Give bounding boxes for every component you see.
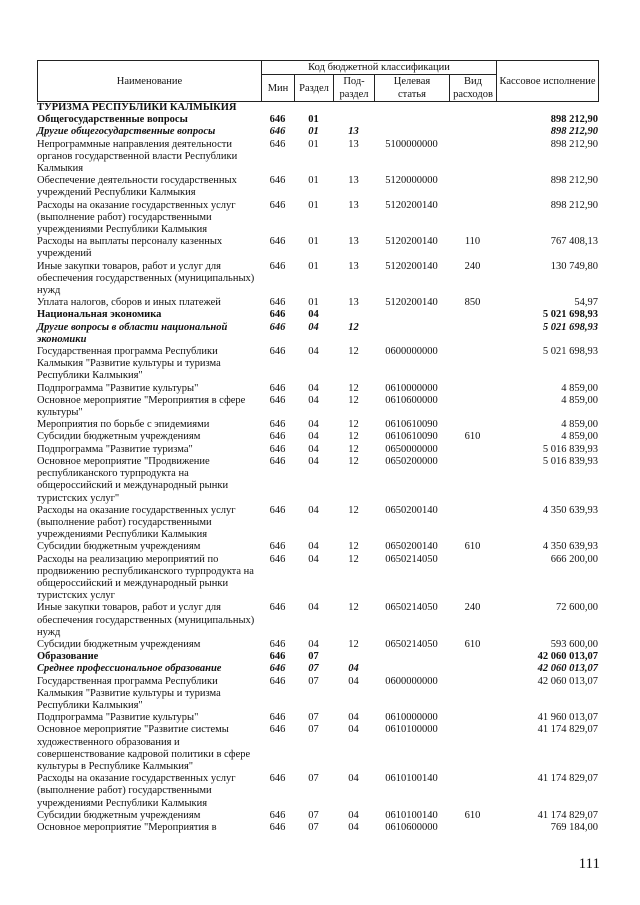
header-razdel: Раздел — [295, 75, 334, 102]
row-exp-type — [449, 139, 496, 176]
row-razdel: 04 — [308, 553, 319, 565]
table-row — [37, 419, 598, 431]
table-row — [37, 505, 598, 542]
row-podrazdel: 13 — [348, 297, 359, 309]
row-razdel: 04 — [308, 638, 319, 650]
row-name: Расходы на оказание государственных услуг (выполнение работ) государственными учреждениями Республики Калмыкия — [37, 199, 236, 236]
table-row — [37, 651, 598, 663]
row-target: 0650000000 — [385, 443, 438, 455]
row-podrazdel: 12 — [348, 382, 359, 394]
row-razdel — [294, 102, 333, 114]
row-min: 646 — [269, 663, 286, 675]
row-target — [374, 663, 449, 675]
row-target: 0610100140 — [385, 773, 438, 785]
row-min: 646 — [269, 675, 286, 687]
row-amount: 769 184,00 — [550, 821, 598, 833]
row-razdel: 04 — [308, 443, 319, 455]
row-amount: 41 174 829,07 — [537, 809, 598, 821]
table-row — [37, 663, 598, 675]
row-target — [374, 322, 449, 346]
row-name: Другие вопросы в области национальной экономики — [37, 321, 228, 345]
table-row — [37, 261, 598, 298]
row-exp-type: 850 — [464, 297, 481, 309]
row-min: 646 — [269, 651, 286, 663]
row-min: 646 — [269, 346, 286, 358]
row-name: Основное мероприятие "Продвижение республиканского турпродукта на общероссийский и международный рынки туристских услуг" — [37, 455, 229, 504]
row-amount: 898 212,90 — [550, 199, 598, 211]
row-amount: 898 212,90 — [550, 126, 598, 138]
row-amount: 5 021 698,93 — [542, 309, 598, 321]
row-podrazdel: 13 — [348, 260, 359, 272]
table-row — [37, 139, 598, 176]
row-amount: 4 350 639,93 — [542, 541, 598, 553]
row-target: 0610000000 — [385, 712, 438, 724]
row-amount: 41 174 829,07 — [537, 724, 598, 736]
row-target — [374, 126, 449, 138]
row-exp-type — [449, 383, 496, 395]
row-razdel: 04 — [308, 382, 319, 394]
table-row — [37, 102, 598, 114]
row-podrazdel — [333, 309, 374, 321]
row-name: Другие общегосударственные вопросы — [37, 126, 216, 138]
row-razdel: 07 — [308, 651, 319, 663]
row-name: Основное мероприятие "Мероприятия в — [37, 821, 217, 833]
row-amount: 898 212,90 — [550, 138, 598, 150]
row-min: 646 — [269, 431, 286, 443]
table-row — [37, 602, 598, 639]
row-exp-type — [449, 346, 496, 383]
header-execution: Кассовое исполнение — [497, 61, 599, 102]
header-podrazdel: Под- раздел — [334, 75, 375, 102]
row-podrazdel: 13 — [348, 236, 359, 248]
row-exp-type: 610 — [464, 809, 481, 821]
row-name: ТУРИЗМА РЕСПУБЛИКИ КАЛМЫКИЯ — [37, 102, 237, 113]
table-row — [37, 554, 598, 603]
row-name: Иные закупки товаров, работ и услуг для обеспечения государственных (муниципальных) нужд — [37, 260, 255, 297]
row-podrazdel — [333, 102, 374, 114]
row-razdel: 04 — [308, 394, 319, 406]
row-target: 0610000000 — [385, 382, 438, 394]
row-exp-type — [449, 554, 496, 603]
row-target: 5120200140 — [385, 236, 438, 248]
row-exp-type — [449, 456, 496, 505]
table-row — [37, 126, 598, 138]
row-min: 646 — [269, 321, 286, 333]
row-amount: 5 016 839,93 — [542, 443, 598, 455]
row-amount: 130 749,80 — [550, 260, 598, 272]
row-min: 646 — [269, 638, 286, 650]
row-exp-type — [449, 773, 496, 810]
header-classification: Код бюджетной классификации — [262, 61, 497, 75]
table-row — [37, 200, 598, 237]
row-name: Расходы на выплаты персоналу казенных учреждений — [37, 236, 223, 260]
row-target — [374, 102, 449, 114]
row-name: Подпрограмма "Развитие туризма" — [37, 443, 193, 455]
row-name: Непрограммные направления деятельности органов государственной власти Республики Калмыкия — [37, 138, 238, 175]
row-name: Расходы на реализацию мероприятий по продвижению республиканского турпродукта на общероссийский и международный рынки туристских услуг — [37, 553, 254, 602]
table-row — [37, 395, 598, 419]
row-exp-type — [449, 676, 496, 713]
row-exp-type: 240 — [464, 602, 481, 614]
row-exp-type — [449, 175, 496, 199]
row-min: 646 — [269, 773, 286, 785]
row-exp-type — [449, 419, 496, 431]
row-razdel: 01 — [308, 126, 319, 138]
row-razdel: 07 — [308, 712, 319, 724]
table-header — [37, 60, 599, 102]
table-row — [37, 676, 598, 713]
row-name: Основное мероприятие "Развитие системы художественного образования и совершенствование кадровой политики в сфере культуры в Республике Калмыкия" — [37, 724, 251, 772]
row-amount: 42 060 013,07 — [537, 663, 598, 675]
row-razdel: 04 — [308, 321, 319, 333]
table-row — [37, 175, 598, 199]
header-name: Наименование — [38, 61, 262, 102]
row-min — [261, 102, 294, 114]
row-name: Среднее профессиональное образование — [37, 663, 222, 675]
table-row — [37, 810, 598, 822]
row-name: Обеспечение деятельности государственных учреждений Республики Калмыкия — [37, 175, 237, 199]
row-podrazdel: 04 — [348, 821, 359, 833]
row-min: 646 — [269, 602, 286, 614]
row-razdel: 01 — [308, 260, 319, 272]
row-target: 0650214050 — [385, 553, 438, 565]
row-exp-type: 610 — [464, 431, 481, 443]
row-amount: 72 600,00 — [556, 602, 598, 614]
row-razdel: 04 — [308, 541, 319, 553]
row-target — [374, 651, 449, 663]
table-row — [37, 346, 598, 383]
row-amount: 4 859,00 — [561, 382, 598, 394]
row-min: 646 — [269, 382, 286, 394]
row-target — [374, 114, 449, 126]
table-row — [37, 724, 598, 773]
row-podrazdel: 13 — [348, 138, 359, 150]
row-amount: 898 212,90 — [550, 175, 598, 187]
row-name: Основное мероприятие "Мероприятия в сфере культуры" — [37, 394, 246, 419]
row-target: 5120200140 — [385, 260, 438, 272]
row-podrazdel: 12 — [348, 419, 359, 431]
row-amount: 42 060 013,07 — [537, 675, 598, 687]
header-exp-type: Вид расходов — [450, 75, 497, 102]
row-min: 646 — [269, 394, 286, 406]
row-target: 5100000000 — [385, 138, 438, 150]
row-target: 5120200140 — [385, 297, 438, 309]
row-name: Общегосударственные вопросы — [37, 114, 188, 126]
row-podrazdel: 04 — [348, 675, 359, 687]
row-podrazdel: 12 — [348, 346, 359, 358]
row-name: Субсидии бюджетным учреждениям — [37, 541, 201, 553]
table-row — [37, 236, 598, 260]
row-amount: 4 859,00 — [561, 431, 598, 443]
row-razdel: 04 — [308, 504, 319, 516]
row-min: 646 — [269, 236, 286, 248]
row-name: Субсидии бюджетным учреждениям — [37, 809, 201, 821]
row-name: Расходы на оказание государственных услуг (выполнение работ) государственными учреждениями Республики Калмыкия — [37, 504, 236, 541]
row-razdel: 04 — [308, 346, 319, 358]
row-min: 646 — [269, 443, 286, 455]
row-min: 646 — [269, 821, 286, 833]
row-exp-type — [449, 395, 496, 419]
table-row — [37, 309, 598, 321]
row-name: Мероприятия по борьбе с эпидемиями — [37, 419, 210, 431]
row-exp-type — [449, 322, 496, 346]
row-podrazdel — [333, 651, 374, 663]
row-podrazdel: 13 — [348, 126, 359, 138]
row-podrazdel: 13 — [348, 199, 359, 211]
row-razdel: 01 — [308, 138, 319, 150]
row-podrazdel: 12 — [348, 553, 359, 565]
table-row — [37, 456, 598, 505]
row-podrazdel: 12 — [348, 431, 359, 443]
row-min: 646 — [269, 809, 286, 821]
row-amount: 5 021 698,93 — [542, 346, 598, 358]
row-target: 0600000000 — [385, 346, 438, 358]
row-amount: 593 600,00 — [550, 638, 598, 650]
row-amount: 4 350 639,93 — [542, 504, 598, 516]
row-amount: 4 859,00 — [561, 419, 598, 431]
row-amount: 54,97 — [574, 297, 598, 309]
row-exp-type — [449, 126, 496, 138]
row-target: 0650200140 — [385, 541, 438, 553]
table-row — [37, 541, 598, 553]
row-name: Субсидии бюджетным учреждениям — [37, 638, 201, 650]
row-exp-type — [449, 663, 496, 675]
row-podrazdel: 12 — [348, 541, 359, 553]
row-razdel: 07 — [308, 773, 319, 785]
row-target: 0610610090 — [385, 431, 438, 443]
row-amount: 41 960 013,07 — [537, 712, 598, 724]
table-row — [37, 431, 598, 443]
row-podrazdel: 13 — [348, 175, 359, 187]
row-razdel: 07 — [308, 821, 319, 833]
row-podrazdel: 04 — [348, 712, 359, 724]
table-row — [37, 773, 598, 810]
table-row — [37, 444, 598, 456]
row-exp-type — [449, 200, 496, 237]
row-target: 0650200000 — [385, 455, 438, 467]
table-row — [37, 822, 598, 834]
row-podrazdel: 04 — [348, 724, 359, 736]
row-razdel: 01 — [308, 175, 319, 187]
row-razdel: 01 — [308, 199, 319, 211]
row-podrazdel: 04 — [348, 773, 359, 785]
row-target: 0610600000 — [385, 821, 438, 833]
row-name: Расходы на оказание государственных услуг (выполнение работ) государственными учреждениями Республики Калмыкия — [37, 773, 236, 809]
row-target: 0610100140 — [385, 809, 438, 821]
row-podrazdel: 12 — [348, 321, 359, 333]
row-podrazdel: 12 — [348, 455, 359, 467]
row-razdel: 07 — [308, 675, 319, 687]
row-name: Иные закупки товаров, работ и услуг для обеспечения государственных (муниципальных) нужд — [37, 602, 255, 638]
row-exp-type — [449, 102, 496, 114]
row-amount: 898 212,90 — [550, 114, 598, 126]
row-amount: 42 060 013,07 — [537, 651, 598, 663]
row-podrazdel: 12 — [348, 638, 359, 650]
row-min: 646 — [269, 419, 286, 431]
row-target: 0650200140 — [385, 504, 438, 516]
row-exp-type — [449, 822, 496, 834]
row-razdel: 07 — [308, 809, 319, 821]
row-min: 646 — [269, 199, 286, 211]
row-min: 646 — [269, 309, 286, 321]
row-min: 646 — [269, 541, 286, 553]
row-min: 646 — [269, 724, 286, 736]
row-min: 646 — [269, 114, 286, 126]
row-amount: 5 021 698,93 — [542, 321, 598, 333]
row-razdel: 04 — [308, 419, 319, 431]
row-name: Национальная экономика — [37, 309, 162, 321]
row-razdel: 04 — [308, 455, 319, 467]
row-min: 646 — [269, 138, 286, 150]
row-min: 646 — [269, 455, 286, 467]
row-name: Субсидии бюджетным учреждениям — [37, 431, 201, 443]
row-target: 0650214050 — [385, 638, 438, 650]
row-amount: 767 408,13 — [550, 236, 598, 248]
row-razdel: 04 — [308, 431, 319, 443]
table-row — [37, 114, 598, 126]
row-min: 646 — [269, 297, 286, 309]
row-podrazdel: 12 — [348, 394, 359, 406]
row-exp-type — [449, 651, 496, 663]
row-target: 5120200140 — [385, 199, 438, 211]
row-min: 646 — [269, 504, 286, 516]
row-razdel: 07 — [308, 724, 319, 736]
row-name: Уплата налогов, сборов и иных платежей — [37, 297, 221, 309]
row-target: 0650214050 — [385, 602, 438, 614]
row-razdel: 04 — [308, 309, 319, 321]
table-row — [37, 297, 598, 309]
row-razdel: 01 — [308, 297, 319, 309]
table-row — [37, 383, 598, 395]
row-podrazdel: 12 — [348, 602, 359, 614]
table-row — [37, 322, 598, 346]
row-amount — [496, 102, 598, 114]
header-target: Целевая статья — [375, 75, 450, 102]
row-target: 0610600000 — [385, 394, 438, 406]
row-exp-type: 610 — [464, 638, 481, 650]
row-min: 646 — [269, 260, 286, 272]
row-razdel: 04 — [308, 602, 319, 614]
row-exp-type — [449, 114, 496, 126]
row-razdel: 01 — [308, 114, 319, 126]
row-razdel: 07 — [308, 663, 319, 675]
row-min: 646 — [269, 712, 286, 724]
budget-table — [37, 102, 598, 834]
row-exp-type — [449, 712, 496, 724]
row-exp-type — [449, 505, 496, 542]
row-min: 646 — [269, 175, 286, 187]
row-podrazdel: 04 — [348, 663, 359, 675]
row-target: 0610100000 — [385, 724, 438, 736]
row-min: 646 — [269, 126, 286, 138]
row-target — [374, 309, 449, 321]
page-number: 111 — [578, 856, 600, 872]
row-exp-type — [449, 309, 496, 321]
row-podrazdel: 12 — [348, 504, 359, 516]
row-name: Государственная программа Республики Калмыкия "Развитие культуры и туризма Республики Калмыкия" — [37, 346, 221, 382]
row-name: Образование — [37, 651, 99, 663]
row-podrazdel: 12 — [348, 443, 359, 455]
row-amount: 5 016 839,93 — [542, 455, 598, 467]
row-amount: 666 200,00 — [550, 553, 598, 565]
row-min: 646 — [269, 553, 286, 565]
row-exp-type: 240 — [464, 260, 481, 272]
row-podrazdel: 04 — [348, 809, 359, 821]
row-amount: 4 859,00 — [561, 394, 598, 406]
row-name: Подпрограмма "Развитие культуры" — [37, 382, 199, 394]
row-name: Государственная программа Республики Калмыкия "Развитие культуры и туризма Республики Калмыкия" — [37, 675, 221, 711]
row-name: Подпрограмма "Развитие культуры" — [37, 712, 199, 724]
row-exp-type: 610 — [464, 541, 481, 553]
row-target: 5120000000 — [385, 175, 438, 187]
table-row — [37, 712, 598, 724]
row-exp-type — [449, 444, 496, 456]
row-exp-type — [449, 724, 496, 773]
row-razdel: 01 — [308, 236, 319, 248]
table-row — [37, 639, 598, 651]
row-target: 0600000000 — [385, 675, 438, 687]
row-target: 0610610090 — [385, 419, 438, 431]
row-podrazdel — [333, 114, 374, 126]
row-exp-type: 110 — [464, 236, 481, 248]
header-min: Мин — [262, 75, 295, 102]
row-amount: 41 174 829,07 — [537, 773, 598, 785]
